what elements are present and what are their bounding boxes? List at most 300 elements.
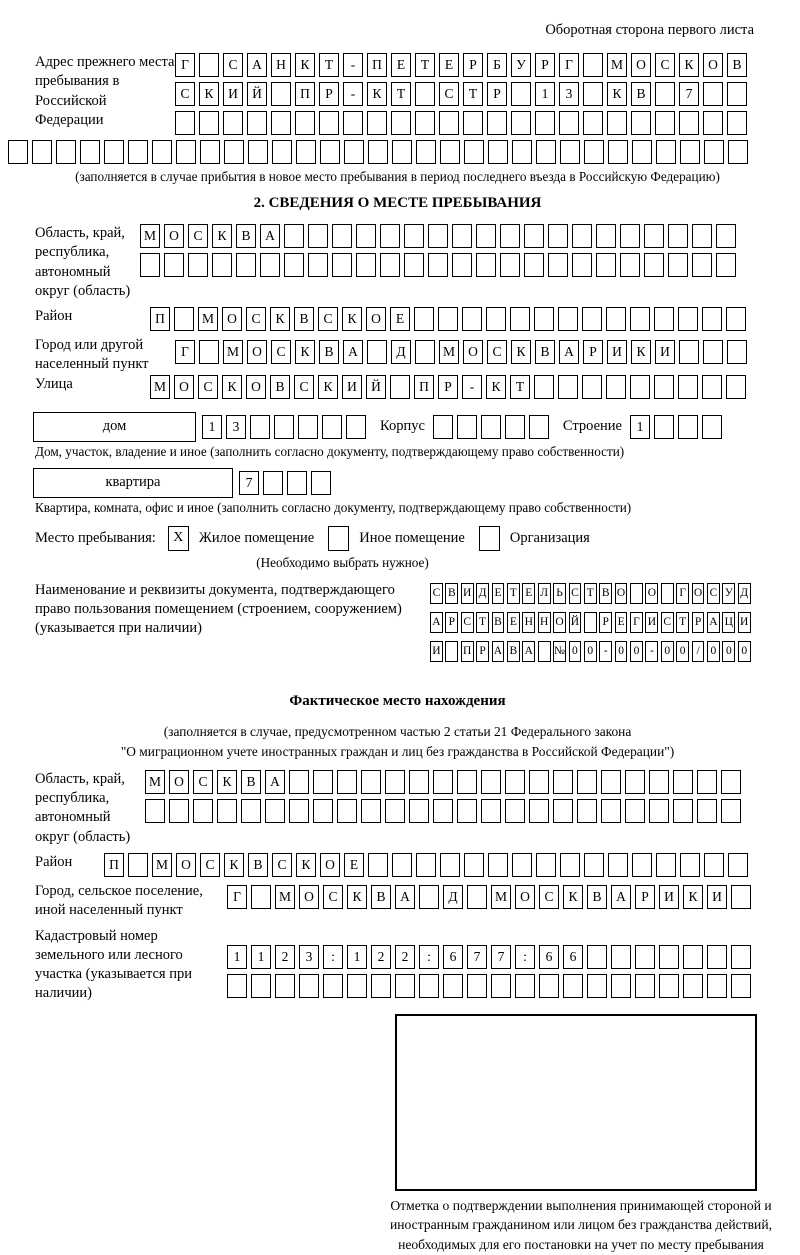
char-cell[interactable]: [487, 111, 507, 135]
char-cell[interactable]: [433, 799, 453, 823]
char-cell[interactable]: [164, 253, 184, 277]
char-cell[interactable]: [596, 224, 616, 248]
char-cell[interactable]: О: [222, 307, 242, 331]
char-cell[interactable]: [727, 340, 747, 364]
char-cell[interactable]: [385, 799, 405, 823]
char-cell[interactable]: [392, 853, 412, 877]
char-cell[interactable]: К: [296, 853, 316, 877]
char-cell[interactable]: Й: [569, 612, 582, 633]
char-cell[interactable]: [659, 974, 679, 998]
char-cell[interactable]: [311, 471, 331, 495]
char-cell[interactable]: К: [222, 375, 242, 399]
char-cell[interactable]: [601, 799, 621, 823]
char-cell[interactable]: [248, 140, 268, 164]
char-cell[interactable]: [332, 253, 352, 277]
char-cell[interactable]: [481, 799, 501, 823]
char-cell[interactable]: [322, 415, 342, 439]
char-cell[interactable]: 2: [275, 945, 295, 969]
char-cell[interactable]: [433, 415, 453, 439]
char-cell[interactable]: И: [655, 340, 675, 364]
char-cell[interactable]: В: [371, 885, 391, 909]
char-cell[interactable]: П: [104, 853, 124, 877]
char-cell[interactable]: [361, 799, 381, 823]
char-cell[interactable]: [584, 140, 604, 164]
char-cell[interactable]: Ц: [722, 612, 735, 633]
char-cell[interactable]: А: [430, 612, 443, 633]
char-cell[interactable]: [481, 770, 501, 794]
char-cell[interactable]: [635, 974, 655, 998]
char-cell[interactable]: [287, 471, 307, 495]
char-cell[interactable]: [313, 770, 333, 794]
char-cell[interactable]: С: [318, 307, 338, 331]
char-cell[interactable]: [659, 945, 679, 969]
char-cell[interactable]: О: [320, 853, 340, 877]
char-cell[interactable]: [414, 307, 434, 331]
char-cell[interactable]: [433, 770, 453, 794]
char-cell[interactable]: Р: [438, 375, 458, 399]
char-cell[interactable]: 2: [395, 945, 415, 969]
char-cell[interactable]: [631, 111, 651, 135]
char-cell[interactable]: Р: [476, 641, 489, 662]
char-cell[interactable]: [476, 253, 496, 277]
char-cell[interactable]: [716, 224, 736, 248]
char-cell[interactable]: [200, 140, 220, 164]
char-cell[interactable]: [511, 111, 531, 135]
char-cell[interactable]: [140, 253, 160, 277]
char-cell[interactable]: [560, 853, 580, 877]
char-cell[interactable]: Р: [599, 612, 612, 633]
char-cell[interactable]: №: [553, 641, 566, 662]
char-cell[interactable]: [668, 253, 688, 277]
char-cell[interactable]: [409, 770, 429, 794]
char-cell[interactable]: М: [152, 853, 172, 877]
char-cell[interactable]: [608, 140, 628, 164]
char-cell[interactable]: В: [599, 583, 612, 604]
char-cell[interactable]: [539, 974, 559, 998]
char-cell[interactable]: [457, 799, 477, 823]
char-cell[interactable]: [625, 799, 645, 823]
char-cell[interactable]: [319, 111, 339, 135]
char-cell[interactable]: Е: [522, 583, 535, 604]
char-cell[interactable]: М: [439, 340, 459, 364]
char-cell[interactable]: Е: [391, 53, 411, 77]
char-cell[interactable]: А: [492, 641, 505, 662]
char-cell[interactable]: Т: [676, 612, 689, 633]
char-cell[interactable]: У: [722, 583, 735, 604]
char-cell[interactable]: Б: [487, 53, 507, 77]
char-cell[interactable]: [702, 415, 722, 439]
char-cell[interactable]: [368, 853, 388, 877]
char-cell[interactable]: [439, 111, 459, 135]
char-cell[interactable]: [731, 945, 751, 969]
char-cell[interactable]: 0: [722, 641, 735, 662]
char-cell[interactable]: А: [559, 340, 579, 364]
char-cell[interactable]: [692, 253, 712, 277]
char-cell[interactable]: [271, 111, 291, 135]
char-cell[interactable]: 0: [676, 641, 689, 662]
char-cell[interactable]: М: [198, 307, 218, 331]
char-cell[interactable]: [247, 111, 267, 135]
char-cell[interactable]: [679, 340, 699, 364]
char-cell[interactable]: Е: [615, 612, 628, 633]
char-cell[interactable]: М: [491, 885, 511, 909]
char-cell[interactable]: [419, 974, 439, 998]
char-cell[interactable]: 0: [707, 641, 720, 662]
char-cell[interactable]: К: [295, 340, 315, 364]
char-cell[interactable]: [548, 224, 568, 248]
char-cell[interactable]: Г: [676, 583, 689, 604]
char-cell[interactable]: [152, 140, 172, 164]
char-cell[interactable]: [391, 111, 411, 135]
char-cell[interactable]: К: [342, 307, 362, 331]
char-cell[interactable]: [511, 82, 531, 106]
char-cell[interactable]: П: [295, 82, 315, 106]
char-cell[interactable]: Т: [584, 583, 597, 604]
char-cell[interactable]: А: [343, 340, 363, 364]
char-cell[interactable]: К: [212, 224, 232, 248]
char-cell[interactable]: [332, 224, 352, 248]
char-cell[interactable]: [241, 799, 261, 823]
char-cell[interactable]: [721, 799, 741, 823]
char-cell[interactable]: [678, 375, 698, 399]
char-cell[interactable]: М: [150, 375, 170, 399]
char-cell[interactable]: [296, 140, 316, 164]
char-cell[interactable]: [515, 974, 535, 998]
char-cell[interactable]: 1: [347, 945, 367, 969]
char-cell[interactable]: [128, 853, 148, 877]
char-cell[interactable]: В: [631, 82, 651, 106]
char-cell[interactable]: [731, 885, 751, 909]
char-cell[interactable]: [582, 375, 602, 399]
char-cell[interactable]: [727, 82, 747, 106]
char-cell[interactable]: [529, 415, 549, 439]
char-cell[interactable]: [510, 307, 530, 331]
char-cell[interactable]: [583, 82, 603, 106]
char-cell[interactable]: [223, 111, 243, 135]
char-cell[interactable]: 3: [299, 945, 319, 969]
char-cell[interactable]: [419, 885, 439, 909]
char-cell[interactable]: М: [607, 53, 627, 77]
char-cell[interactable]: -: [343, 82, 363, 106]
char-cell[interactable]: С: [200, 853, 220, 877]
char-cell[interactable]: [390, 375, 410, 399]
char-cell[interactable]: 7: [491, 945, 511, 969]
char-cell[interactable]: -: [599, 641, 612, 662]
char-cell[interactable]: [445, 641, 458, 662]
char-cell[interactable]: У: [511, 53, 531, 77]
char-cell[interactable]: [649, 770, 669, 794]
char-cell[interactable]: [443, 974, 463, 998]
char-cell[interactable]: [577, 799, 597, 823]
char-cell[interactable]: [457, 415, 477, 439]
char-cell[interactable]: С: [272, 853, 292, 877]
char-cell[interactable]: 6: [539, 945, 559, 969]
char-cell[interactable]: П: [150, 307, 170, 331]
char-cell[interactable]: [199, 53, 219, 77]
char-cell[interactable]: В: [319, 340, 339, 364]
char-cell[interactable]: [558, 307, 578, 331]
char-cell[interactable]: О: [247, 340, 267, 364]
char-cell[interactable]: [464, 140, 484, 164]
char-cell[interactable]: И: [607, 340, 627, 364]
char-cell[interactable]: [343, 111, 363, 135]
char-cell[interactable]: 0: [661, 641, 674, 662]
char-cell[interactable]: К: [486, 375, 506, 399]
char-cell[interactable]: Е: [390, 307, 410, 331]
char-cell[interactable]: [415, 340, 435, 364]
char-cell[interactable]: [584, 612, 597, 633]
char-cell[interactable]: Р: [319, 82, 339, 106]
char-cell[interactable]: С: [188, 224, 208, 248]
char-cell[interactable]: [548, 253, 568, 277]
char-cell[interactable]: [308, 224, 328, 248]
char-cell[interactable]: [577, 770, 597, 794]
char-cell[interactable]: С: [487, 340, 507, 364]
char-cell[interactable]: Т: [391, 82, 411, 106]
char-cell[interactable]: [308, 253, 328, 277]
char-cell[interactable]: 0: [584, 641, 597, 662]
char-cell[interactable]: [438, 307, 458, 331]
char-cell[interactable]: [726, 307, 746, 331]
char-cell[interactable]: [347, 974, 367, 998]
char-cell[interactable]: [702, 307, 722, 331]
char-cell[interactable]: Т: [507, 583, 520, 604]
char-cell[interactable]: А: [247, 53, 267, 77]
char-cell[interactable]: 1: [202, 415, 222, 439]
char-cell[interactable]: [271, 82, 291, 106]
char-cell[interactable]: С: [175, 82, 195, 106]
char-cell[interactable]: П: [414, 375, 434, 399]
char-cell[interactable]: С: [323, 885, 343, 909]
char-cell[interactable]: :: [515, 945, 535, 969]
char-cell[interactable]: -: [462, 375, 482, 399]
char-cell[interactable]: [404, 253, 424, 277]
char-cell[interactable]: К: [631, 340, 651, 364]
char-cell[interactable]: [284, 253, 304, 277]
char-cell[interactable]: [529, 770, 549, 794]
char-cell[interactable]: Е: [507, 612, 520, 633]
char-cell[interactable]: [56, 140, 76, 164]
char-cell[interactable]: И: [645, 612, 658, 633]
char-cell[interactable]: [678, 307, 698, 331]
char-cell[interactable]: [538, 641, 551, 662]
char-cell[interactable]: О: [645, 583, 658, 604]
char-cell[interactable]: [563, 974, 583, 998]
char-cell[interactable]: [607, 111, 627, 135]
char-cell[interactable]: О: [553, 612, 566, 633]
checkbox-zhiloe[interactable]: X: [168, 526, 189, 551]
char-cell[interactable]: [467, 885, 487, 909]
char-cell[interactable]: Е: [344, 853, 364, 877]
char-cell[interactable]: [500, 253, 520, 277]
char-cell[interactable]: 7: [467, 945, 487, 969]
char-cell[interactable]: Р: [535, 53, 555, 77]
char-cell[interactable]: Н: [271, 53, 291, 77]
char-cell[interactable]: [488, 853, 508, 877]
char-cell[interactable]: [265, 799, 285, 823]
char-cell[interactable]: [289, 770, 309, 794]
char-cell[interactable]: С: [198, 375, 218, 399]
char-cell[interactable]: В: [270, 375, 290, 399]
char-cell[interactable]: Т: [463, 82, 483, 106]
char-cell[interactable]: И: [430, 641, 443, 662]
char-cell[interactable]: [625, 770, 645, 794]
char-cell[interactable]: Т: [476, 612, 489, 633]
char-cell[interactable]: С: [246, 307, 266, 331]
char-cell[interactable]: [500, 224, 520, 248]
char-cell[interactable]: Т: [510, 375, 530, 399]
char-cell[interactable]: [721, 770, 741, 794]
char-cell[interactable]: [415, 82, 435, 106]
char-cell[interactable]: [176, 140, 196, 164]
char-cell[interactable]: [606, 375, 626, 399]
char-cell[interactable]: К: [563, 885, 583, 909]
char-cell[interactable]: [188, 253, 208, 277]
char-cell[interactable]: [250, 415, 270, 439]
char-cell[interactable]: [655, 82, 675, 106]
char-cell[interactable]: [559, 111, 579, 135]
char-cell[interactable]: [611, 945, 631, 969]
char-cell[interactable]: 7: [239, 471, 259, 495]
char-cell[interactable]: [703, 340, 723, 364]
char-cell[interactable]: 1: [251, 945, 271, 969]
char-cell[interactable]: О: [463, 340, 483, 364]
char-cell[interactable]: -: [645, 641, 658, 662]
char-cell[interactable]: 1: [227, 945, 247, 969]
char-cell[interactable]: [367, 340, 387, 364]
char-cell[interactable]: Д: [476, 583, 489, 604]
char-cell[interactable]: С: [461, 612, 474, 633]
char-cell[interactable]: [313, 799, 333, 823]
char-cell[interactable]: [635, 945, 655, 969]
char-cell[interactable]: [707, 974, 727, 998]
char-cell[interactable]: [727, 111, 747, 135]
char-cell[interactable]: С: [661, 612, 674, 633]
char-cell[interactable]: М: [275, 885, 295, 909]
char-cell[interactable]: К: [367, 82, 387, 106]
char-cell[interactable]: [553, 770, 573, 794]
char-cell[interactable]: [193, 799, 213, 823]
char-cell[interactable]: П: [367, 53, 387, 77]
char-cell[interactable]: С: [430, 583, 443, 604]
char-cell[interactable]: [630, 307, 650, 331]
char-cell[interactable]: [175, 111, 195, 135]
char-cell[interactable]: [323, 974, 343, 998]
char-cell[interactable]: [611, 974, 631, 998]
char-cell[interactable]: [346, 415, 366, 439]
char-cell[interactable]: А: [395, 885, 415, 909]
char-cell[interactable]: [703, 111, 723, 135]
char-cell[interactable]: /: [692, 641, 705, 662]
char-cell[interactable]: [289, 799, 309, 823]
char-cell[interactable]: Р: [487, 82, 507, 106]
char-cell[interactable]: А: [522, 641, 535, 662]
char-cell[interactable]: [295, 111, 315, 135]
char-cell[interactable]: К: [607, 82, 627, 106]
char-cell[interactable]: [620, 224, 640, 248]
char-cell[interactable]: Г: [227, 885, 247, 909]
char-cell[interactable]: Р: [635, 885, 655, 909]
char-cell[interactable]: :: [323, 945, 343, 969]
char-cell[interactable]: [673, 799, 693, 823]
char-cell[interactable]: [584, 853, 604, 877]
char-cell[interactable]: [678, 415, 698, 439]
char-cell[interactable]: О: [703, 53, 723, 77]
char-cell[interactable]: [512, 853, 532, 877]
char-cell[interactable]: [464, 853, 484, 877]
char-cell[interactable]: [692, 224, 712, 248]
char-cell[interactable]: [644, 224, 664, 248]
char-cell[interactable]: [428, 224, 448, 248]
char-cell[interactable]: [703, 82, 723, 106]
char-cell[interactable]: [128, 140, 148, 164]
char-cell[interactable]: [661, 583, 674, 604]
char-cell[interactable]: 6: [563, 945, 583, 969]
char-cell[interactable]: К: [270, 307, 290, 331]
char-cell[interactable]: О: [164, 224, 184, 248]
char-cell[interactable]: 7: [679, 82, 699, 106]
char-cell[interactable]: [251, 885, 271, 909]
char-cell[interactable]: -: [343, 53, 363, 77]
checkbox-organizatsiya[interactable]: [479, 526, 500, 551]
char-cell[interactable]: [368, 140, 388, 164]
char-cell[interactable]: [644, 253, 664, 277]
char-cell[interactable]: [404, 224, 424, 248]
checkbox-inoe[interactable]: [328, 526, 349, 551]
char-cell[interactable]: [428, 253, 448, 277]
char-cell[interactable]: 6: [443, 945, 463, 969]
char-cell[interactable]: [275, 974, 295, 998]
char-cell[interactable]: [632, 140, 652, 164]
char-cell[interactable]: С: [655, 53, 675, 77]
char-cell[interactable]: [668, 224, 688, 248]
char-cell[interactable]: [572, 253, 592, 277]
char-cell[interactable]: [728, 853, 748, 877]
char-cell[interactable]: [8, 140, 28, 164]
char-cell[interactable]: [145, 799, 165, 823]
char-cell[interactable]: [227, 974, 247, 998]
char-cell[interactable]: [654, 307, 674, 331]
char-cell[interactable]: О: [692, 583, 705, 604]
char-cell[interactable]: [654, 375, 674, 399]
char-cell[interactable]: [680, 853, 700, 877]
char-cell[interactable]: [704, 140, 724, 164]
char-cell[interactable]: [80, 140, 100, 164]
char-cell[interactable]: Д: [443, 885, 463, 909]
char-cell[interactable]: И: [707, 885, 727, 909]
char-cell[interactable]: И: [223, 82, 243, 106]
char-cell[interactable]: О: [615, 583, 628, 604]
char-cell[interactable]: [560, 140, 580, 164]
char-cell[interactable]: [440, 853, 460, 877]
char-cell[interactable]: [251, 974, 271, 998]
char-cell[interactable]: 1: [535, 82, 555, 106]
char-cell[interactable]: О: [246, 375, 266, 399]
char-cell[interactable]: [558, 375, 578, 399]
char-cell[interactable]: [587, 974, 607, 998]
char-cell[interactable]: К: [318, 375, 338, 399]
char-cell[interactable]: [476, 224, 496, 248]
char-cell[interactable]: [367, 111, 387, 135]
char-cell[interactable]: О: [169, 770, 189, 794]
char-cell[interactable]: Г: [630, 612, 643, 633]
char-cell[interactable]: [298, 415, 318, 439]
char-cell[interactable]: С: [707, 583, 720, 604]
char-cell[interactable]: [630, 583, 643, 604]
char-cell[interactable]: [299, 974, 319, 998]
char-cell[interactable]: В: [241, 770, 261, 794]
char-cell[interactable]: [415, 111, 435, 135]
